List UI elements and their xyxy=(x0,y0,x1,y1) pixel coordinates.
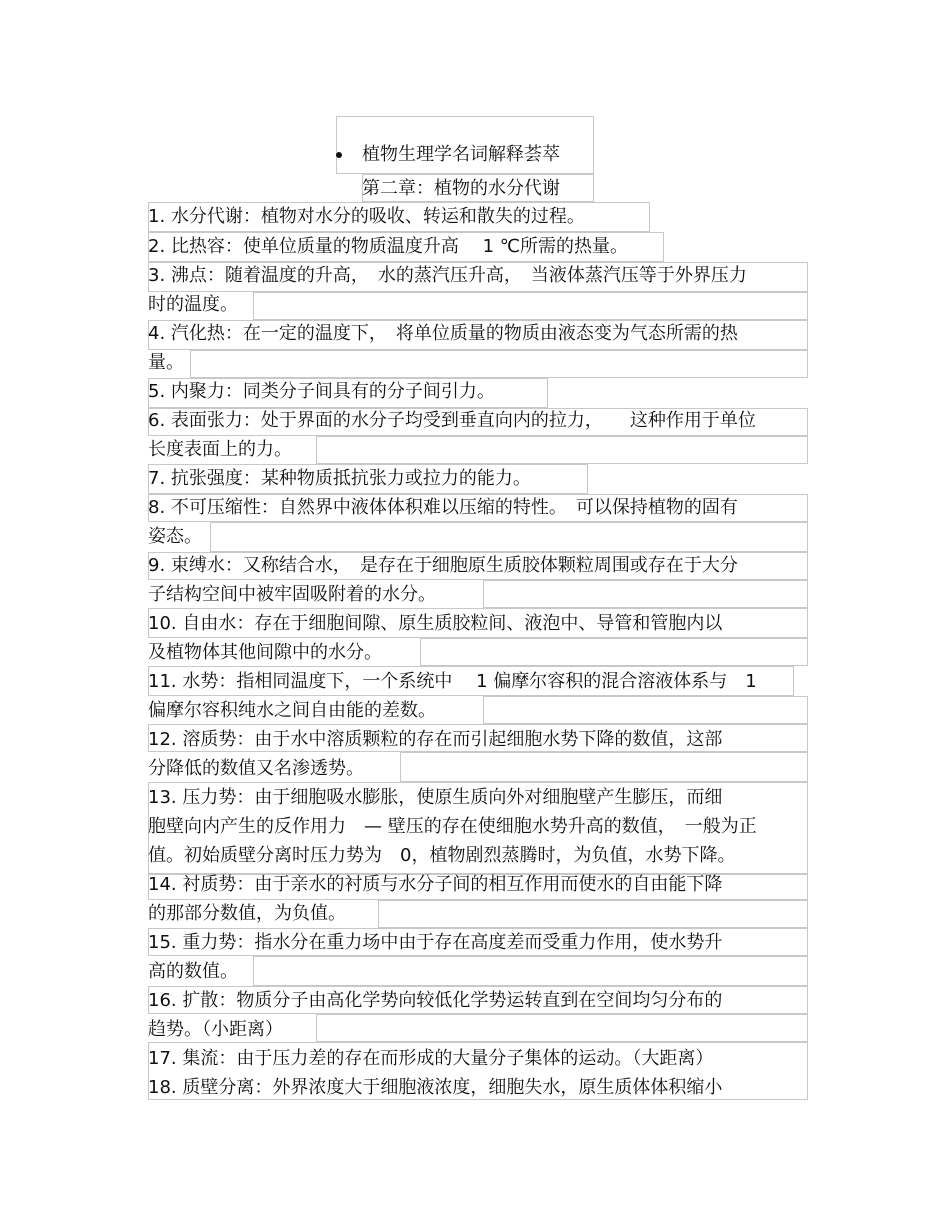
text-line: 姿态。 xyxy=(148,526,202,547)
text-line: 的那部分数值，为负值。 xyxy=(148,903,346,924)
frame-line-8b xyxy=(210,522,808,552)
frame-line-12b xyxy=(400,752,808,782)
frame-line-9b xyxy=(483,580,808,608)
frame-line-15b xyxy=(253,956,808,986)
text-line: 18. 质壁分离：外界浓度大于细胞液浓度，细胞失水，原生质体体积缩小 xyxy=(148,1077,723,1098)
text-line: 子结构空间中被牢固吸附着的水分。 xyxy=(148,584,436,605)
text-line: 11. 水势：指相同温度下，一个系统中 1 偏摩尔容积的混合溶液体系与 1 xyxy=(148,671,757,692)
document-title: 植物生理学名词解释荟萃 xyxy=(362,144,560,165)
text-line: 高的数值。 xyxy=(148,961,238,982)
text-line: 量。 xyxy=(148,352,184,373)
text-line: 5. 内聚力：同类分子间具有的分子间引力。 xyxy=(148,381,495,402)
text-line: 分降低的数值又名渗透势。 xyxy=(148,758,364,779)
text-line: 16. 扩散：物质分子由高化学势向较低化学势运转直到在空间均匀分布的 xyxy=(148,990,723,1011)
text-line: 趋势。（小距离） xyxy=(148,1019,283,1040)
frame-line-16b xyxy=(316,1014,808,1042)
text-line: 4. 汽化热：在一定的温度下， 将单位质量的物质由液态变为气态所需的热 xyxy=(148,323,738,344)
chapter-heading: 第二章：植物的水分代谢 xyxy=(362,178,560,199)
text-line: 14. 衬质势：由于亲水的衬质与水分子间的相互作用而使水的自由能下降 xyxy=(148,874,723,895)
frame-line-4b xyxy=(190,350,808,378)
frame-line-10b xyxy=(420,638,808,666)
text-line: 13. 压力势：由于细胞吸水膨胀，使原生质向外对细胞壁产生膨压，而细 xyxy=(148,787,723,808)
frame-line-14b xyxy=(378,900,808,928)
text-line: 12. 溶质势：由于水中溶质颗粒的存在而引起细胞水势下降的数值，这部 xyxy=(148,729,723,750)
bullet-icon xyxy=(336,152,342,158)
text-line: 偏摩尔容积纯水之间自由能的差数。 xyxy=(148,700,436,721)
text-line: 8. 不可压缩性：自然界中液体体积难以压缩的特性。 可以保持植物的固有 xyxy=(148,497,738,518)
text-line: 及植物体其他间隙中的水分。 xyxy=(148,642,382,663)
frame-line-11b xyxy=(483,696,808,724)
text-line: 9. 束缚水：又称结合水， 是存在于细胞原生质胶体颗粒周围或存在于大分 xyxy=(148,555,738,576)
text-line: 值。初始质壁分离时压力势为 0，植物剧烈蒸腾时，为负值，水势下降。 xyxy=(148,845,736,866)
text-line: 15. 重力势：指水分在重力场中由于存在高度差而受重力作用，使水势升 xyxy=(148,932,723,953)
text-line: 7. 抗张强度：某种物质抵抗张力或拉力的能力。 xyxy=(148,468,531,489)
frame-line-3b xyxy=(253,292,808,320)
text-line: 胞壁向内产生的反作用力 — 壁压的存在使细胞水势升高的数值， 一般为正 xyxy=(148,816,757,837)
text-line: 长度表面上的力。 xyxy=(148,439,292,460)
text-line: 10. 自由水：存在于细胞间隙、原生质胶粒间、液泡中、导管和管胞内以 xyxy=(148,613,723,634)
text-line: 17. 集流：由于压力差的存在而形成的大量分子集体的运动。（大距离） xyxy=(148,1048,714,1069)
text-line: 1. 水分代谢：植物对水分的吸收、转运和散失的过程。 xyxy=(148,206,585,227)
text-line: 6. 表面张力：处于界面的水分子均受到垂直向内的拉力， 这种作用于单位 xyxy=(148,410,756,431)
frame-line-6b xyxy=(316,436,808,464)
text-line: 时的温度。 xyxy=(148,294,238,315)
text-line: 2. 比热容：使单位质量的物质温度升高 1 ℃所需的热量。 xyxy=(148,236,629,257)
text-line: 3. 沸点：随着温度的升高， 水的蒸汽压升高， 当液体蒸汽压等于外界压力 xyxy=(148,265,747,286)
